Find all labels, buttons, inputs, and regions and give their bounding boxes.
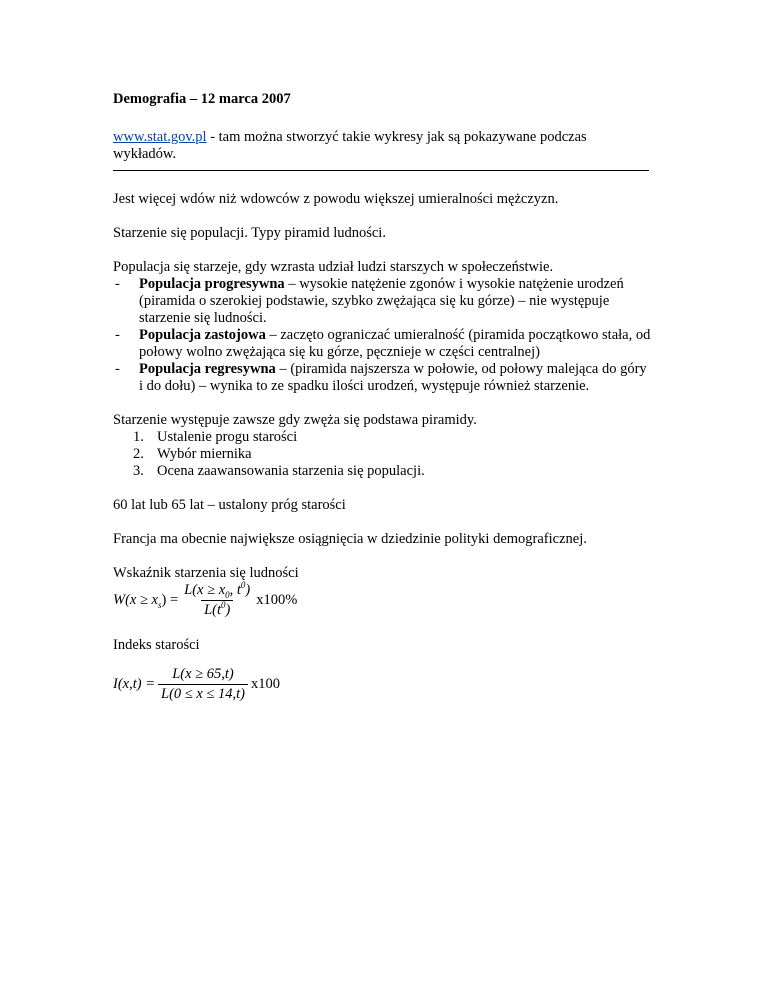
- formula-lhs-sub: s: [158, 599, 162, 610]
- formula-lhs: [113, 592, 178, 609]
- horizontal-rule: [113, 170, 649, 171]
- numerator-sub: 0: [225, 589, 230, 600]
- formula-fraction: [158, 666, 248, 703]
- list-bullet: -: [115, 276, 120, 292]
- formula-lhs-text: W(x ≥ x: [113, 592, 158, 608]
- formula-numerator: L(x ≥ 65,t): [172, 666, 234, 682]
- numerator-sup: 0: [240, 580, 246, 591]
- denominator-end: ): [225, 602, 231, 618]
- stat-gov-link[interactable]: www.stat.gov.pl: [113, 129, 207, 145]
- base-paragraph: Starzenie występuje zawsze gdy zwęża się podstawa piramidy.: [113, 412, 477, 428]
- old-age-index-label: Indeks starości: [113, 637, 200, 653]
- pyramid-desc: – (piramida najszersza w połowie, od połowy malejąca do góry i do dołu) – wynika to ze spadku ilości urodzeń, występuje również starzenie.: [139, 361, 647, 394]
- old-age-index-formula: [113, 666, 653, 703]
- list-bullet: -: [115, 361, 120, 377]
- aging-paragraph: Starzenie się populacji. Typy piramid ludności.: [113, 225, 386, 241]
- step-number: 2.: [133, 446, 144, 462]
- widows-paragraph: Jest więcej wdów niż wdowców z powodu większej umieralności mężczyzn.: [113, 191, 559, 207]
- steps-list: [113, 429, 653, 480]
- aging-index-label: Wskaźnik starzenia się ludności: [113, 565, 299, 581]
- formula-denominator: [201, 600, 233, 619]
- list-item: [113, 276, 653, 327]
- list-item: [113, 463, 653, 480]
- step-text: Wybór miernika: [157, 446, 252, 462]
- formula-lhs-end: ) =: [161, 592, 179, 608]
- step-text: Ustalenie progu starości: [157, 429, 298, 445]
- numerator-text: L(x ≥ x: [184, 582, 226, 598]
- france-paragraph: Francja ma obecnie największe osiągnięcia w dziedzinie polityki demograficznej.: [113, 531, 587, 547]
- document-content: [113, 91, 653, 703]
- step-number: 1.: [133, 429, 144, 445]
- pyramid-term: Populacja zastojowa: [139, 327, 266, 343]
- numerator-end: ): [245, 582, 251, 598]
- list-item: [113, 446, 653, 463]
- denominator-text: L(t: [204, 602, 221, 618]
- pyramid-term: Populacja regresywna: [139, 361, 276, 377]
- list-item: [113, 361, 653, 395]
- list-item: [113, 429, 653, 446]
- formula-lhs: I(x,t) =: [113, 676, 155, 692]
- intro-text: - tam można stworzyć takie wykresy jak są pokazywane podczas wykładów.: [113, 129, 587, 162]
- page-title: Demografia – 12 marca 2007: [113, 91, 291, 107]
- pyramid-desc: – zaczęto ograniczać umieralność (piramida początkowo stała, od połowy wolno zwężająca się ku górze, pęcznieje w części centralnej): [139, 327, 651, 360]
- population-paragraph: Populacja się starzeje, gdy wzrasta udział ludzi starszych w społeczeństwie.: [113, 259, 554, 275]
- threshold-paragraph: 60 lat lub 65 lat – ustalony próg starości: [113, 497, 346, 513]
- list-item: [113, 327, 653, 361]
- formula-tail: x100: [250, 676, 280, 692]
- formula-numerator: [181, 582, 253, 600]
- pyramid-desc: – wysokie natężenie zgonów i wysokie natężenie urodzeń (piramida o szerokiej podstawie, szybko zwężająca się ku górze) – nie występuje starzenie się ludności.: [139, 276, 624, 326]
- pyramid-types-list: [113, 276, 653, 395]
- formula-denominator: L(0 ≤ x ≤ 14,t): [158, 684, 248, 703]
- list-bullet: -: [115, 327, 120, 343]
- pyramid-term: Populacja progresywna: [139, 276, 285, 292]
- numerator-mid: , t: [229, 582, 241, 598]
- aging-index-formula: [113, 582, 653, 619]
- step-text: Ocena zaawansowania starzenia się populacji.: [157, 463, 425, 479]
- denominator-sup: 0: [221, 600, 226, 611]
- step-number: 3.: [133, 463, 144, 479]
- formula-fraction: [181, 582, 253, 619]
- formula-tail: x100%: [256, 592, 298, 608]
- intro-paragraph: [113, 129, 653, 163]
